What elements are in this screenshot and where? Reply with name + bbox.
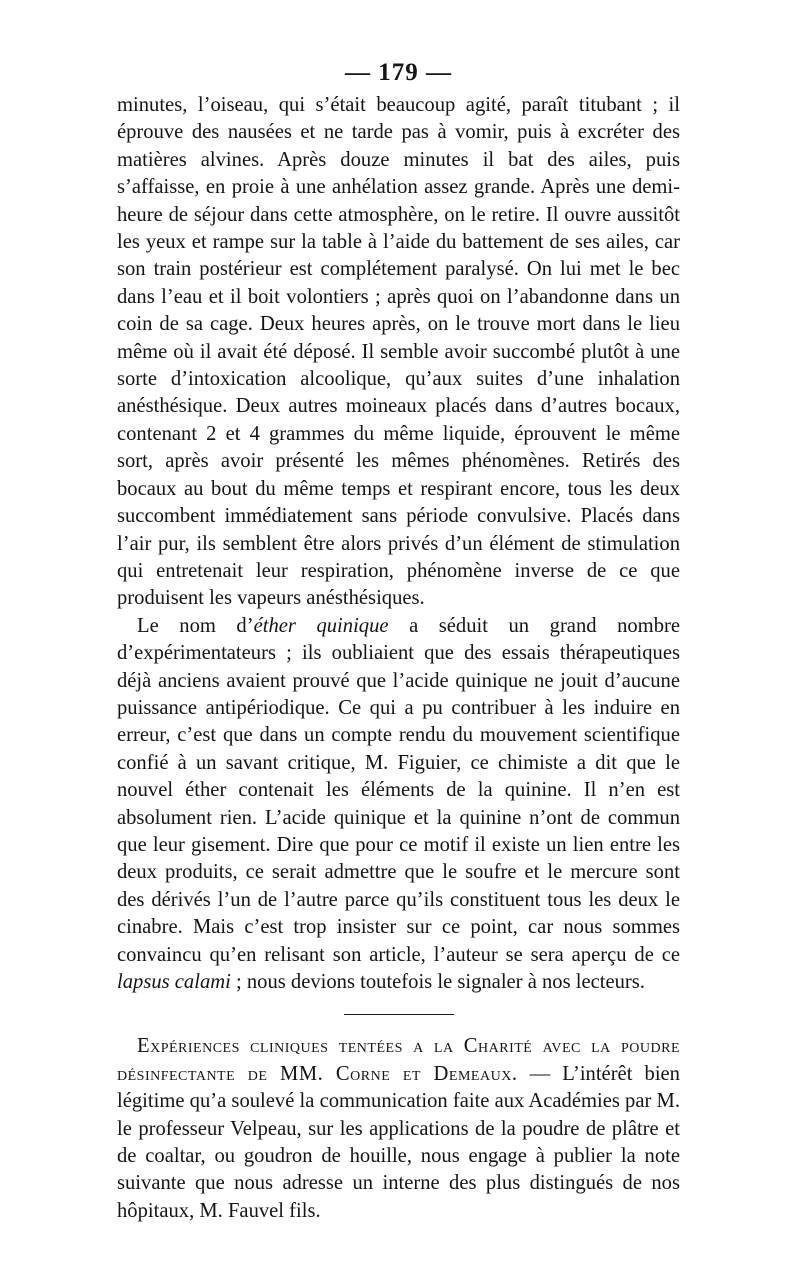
paragraph-2 xyxy=(117,613,680,997)
paragraph-2-end: ; nous devions toutefois le signaler à nos lecteurs. xyxy=(230,971,645,993)
page-number: — 179 — xyxy=(345,59,452,86)
section-body: — L’intérêt bien légitime qu’a soulevé la communication faite aux Académies par M. le professeur Velpeau, sur les applications de la poudre de plâtre et de coaltar, ou goudron de houille, nous engage à publier la note suivante que nous adresse un interne des plus distingués de nos hôpitaux, M. Fauvel fils. xyxy=(117,1062,680,1222)
paragraph-2-italic-latin: lapsus calami xyxy=(117,971,231,993)
section-heading: Expériences cliniques tentées a la Charité avec la poudre désinfectante de MM. Corne et Demeaux. xyxy=(117,1035,680,1085)
paragraph-2-italic-term: éther quinique xyxy=(253,614,389,637)
document-page xyxy=(117,58,680,1225)
section-paragraph xyxy=(117,1033,680,1225)
paragraph-2-body: a séduit un grand nombre d’expérimentateurs ; ils oubliaient que des essais thérapeutiques déjà anciens avaient prouvé que l’acide quinique ne jouit d’aucune puissance antipériodique. Ce qui a pu contribuer à les induire en erreur, c’est que dans un compte rendu du mouvement scientifique confié à un savant critique, M. Figuier, ce chimiste a dit que le nouvel éther contenait les éléments de la quinine. Il n’en est absolument rien. L’acide quinique et la quinine n’ont de commun que leur gisement. Dire que pour ce motif il existe un lien entre les deux produits, ce serait admettre que le soufre et le mercure sont des dérivés l’un de l’autre parce qu’ils constituent tous les deux le cinabre. Mais c’est trop insister sur ce point, car nous sommes convaincu qu’en relisant son article, l’auteur se sera aperçu de ce xyxy=(117,614,680,966)
paragraph-2-start: Le nom d’ xyxy=(137,614,254,637)
paragraph-1: minutes, l’oiseau, qui s’était beaucoup agité, paraît titubant ; il éprouve des nausées et ne tarde pas à vomir, puis à excréter des matières alvines. Après douze minutes il bat des ailes, puis s’affaisse, en proie à une anhélation assez grande. Après une demi-heure de séjour dans cette atmosphère, on le retire. Il ouvre aussitôt les yeux et rampe sur la table à l’aide du battement de ses ailes, car son train postérieur est complétement paralysé. On lui met le bec dans l’eau et il boit volontiers ; après quoi on l’abandonne dans un coin de sa cage. Deux heures après, on le trouve mort dans le lieu même où il avait été déposé. Il semble avoir succombé plutôt à une sorte d’intoxication alcoolique, qu’aux suites d’une inhalation anésthésique. Deux autres moineaux placés dans d’autres bocaux, contenant 2 et 4 grammes du même liquide, éprouvent le même sort, après avoir présenté les mêmes phénomènes. Retirés des bocaux au bout du même temps et respirant encore, tous les deux succombent immédiatement sans période convulsive. Placés dans l’air pur, ils semblent être alors privés d’un élément de stimulation qui entretenait leur respiration, phénomène inverse de ce que produisent les vapeurs anésthésiques. xyxy=(117,94,680,610)
section-separator-rule xyxy=(344,1014,454,1015)
